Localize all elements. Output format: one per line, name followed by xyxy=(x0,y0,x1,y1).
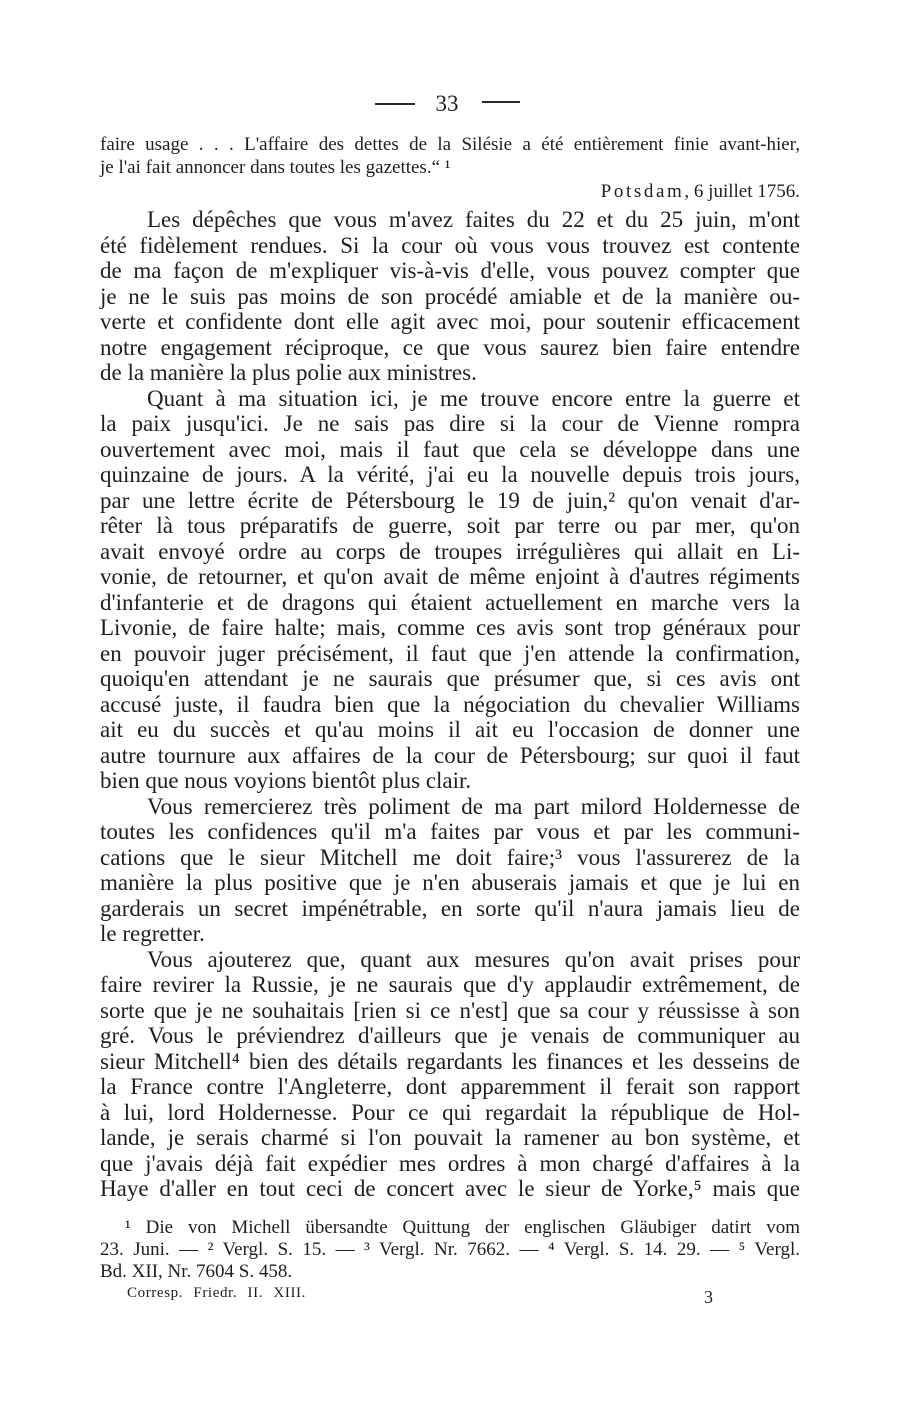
text-line: sieur Mitchell⁴ bien des détails regardants les finances et les desseins de xyxy=(100,1048,800,1074)
text-line: bien que nous voyions bientôt plus clair. xyxy=(100,768,472,793)
text-line: Les dépêches que vous m'avez faites du 22 et du 25 juin, m'ont xyxy=(147,207,800,232)
text-line: le regretter. xyxy=(100,921,205,946)
dateline-date: , 6 juillet 1756. xyxy=(684,181,800,202)
text-line: cations que le sieur Mitchell me doit faire;³ vous l'assurerez de la xyxy=(100,844,800,870)
text-line: sorte que je ne souhaitais [rien si ce n'est] que sa cour y réussisse à son xyxy=(100,997,800,1023)
text-line: quinzaine de jours. A la vérité, j'ai eu la nouvelle depuis trois jours, xyxy=(100,462,800,487)
text-line: toutes les confidences qu'il m'a faites par vous et par les communi- xyxy=(100,819,800,844)
text-line: je l'ai fait annoncer dans toutes les gazettes.“ ¹ xyxy=(100,157,451,178)
footnotes xyxy=(100,1217,800,1283)
text-line: par une lettre écrite de Pétersbourg le 19 de juin,² qu'on venait d'ar- xyxy=(100,487,800,513)
text-line: Haye d'aller en tout ceci de concert avec le sieur de Yorke,⁵ mais que xyxy=(100,1176,800,1201)
text-line: Vous remercierez très poliment de ma part milord Holdernesse de xyxy=(147,793,800,819)
text-line: en pouvoir juger précisément, il faut que j'en attende la confirmation, xyxy=(100,640,800,666)
footnote-line: 23. Juni. — ² Vergl. S. 15. — ³ Vergl. Nr. 7662. — ⁴ Vergl. S. 14. 29. — ⁵ Vergl. xyxy=(100,1239,800,1260)
page-number-rule-left xyxy=(375,103,415,105)
text-line: autre tournure aux affaires de la cour de Pétersbourg; sur quoi il faut xyxy=(100,742,800,768)
text-line: gré. Vous le préviendrez d'ailleurs que je venais de communiquer au xyxy=(100,1023,800,1048)
text-line: lande, je serais charmé si l'on pouvait la ramener au bon système, et xyxy=(100,1125,800,1150)
text-line: manière la plus positive que je n'en abuserais jamais et que je lui en xyxy=(100,870,800,895)
text-line: à lui, lord Holdernesse. Pour ce qui regardait la république de Hol- xyxy=(100,1099,800,1125)
paragraph xyxy=(100,386,800,794)
text-line: la paix jusqu'ici. Je ne sais pas dire si la cour de Vienne rompra xyxy=(100,411,800,436)
paragraph xyxy=(100,794,800,947)
letter-body xyxy=(100,207,800,1202)
text-line: faire revirer la Russie, je ne saurais que d'y applaudir extrêmement, de xyxy=(100,972,800,997)
text-line: rêter là tous préparatifs de guerre, soit par terre ou par mer, qu'on xyxy=(100,513,800,538)
text-line: faire usage . . . L'affaire des dettes de la Silésie a été entièrement finie avant-hier, xyxy=(100,134,800,155)
text-line: avait envoyé ordre au corps de troupes irrégulières qui allait en Li- xyxy=(100,538,800,564)
paragraph xyxy=(100,947,800,1202)
text-line: Livonie, de faire halte; mais, comme ces avis sont trop généraux pour xyxy=(100,615,800,640)
dateline-place: Potsdam xyxy=(600,181,685,202)
text-line: Quant à ma situation ici, je me trouve encore entre la guerre et xyxy=(147,385,800,411)
printer-signature: Corresp. Friedr. II. XIII. xyxy=(127,1285,306,1301)
page-number-rule-right xyxy=(482,101,520,103)
text-line: Vous ajouterez que, quant aux mesures qu'on avait prises pour xyxy=(147,946,800,972)
continuation-text xyxy=(100,133,800,179)
page-number: 33 xyxy=(435,91,459,116)
text-line: quoiqu'en attendant je ne saurais que présumer que, si ces avis ont xyxy=(100,666,800,691)
footnote-line: ¹ Die von Michell übersandte Quittung der englischen Gläubiger datirt vom xyxy=(125,1217,800,1238)
footnote-line: Bd. XII, Nr. 7604 S. 458. xyxy=(100,1261,293,1282)
text-line: accusé juste, il faudra bien que la négociation du chevalier Williams xyxy=(100,691,800,717)
text-line: ait eu du succès et qu'au moins il ait eu l'occasion de donner une xyxy=(100,717,800,742)
dateline xyxy=(601,180,800,204)
text-line: été fidèlement rendues. Si la cour où vous vous trouvez est contente xyxy=(100,232,800,258)
text-line: verte et confidente dont elle agit avec moi, pour soutenir efficacement xyxy=(100,309,800,334)
text-line: ouvertement avec moi, mais il faut que cela se développe dans une xyxy=(100,436,800,462)
text-line: vonie, de retourner, et qu'on avait de même enjoint à d'autres régiments xyxy=(100,564,800,589)
text-line: d'infanterie et de dragons qui étaient actuellement en marche vers la xyxy=(100,589,800,615)
text-line: garderais un secret impénétrable, en sorte qu'il n'aura jamais lieu de xyxy=(100,895,800,921)
text-line: notre engagement réciproque, ce que vous saurez bien faire entendre xyxy=(100,334,800,360)
text-line: que j'avais déjà fait expédier mes ordres à mon chargé d'affaires à la xyxy=(100,1150,800,1176)
paragraph xyxy=(100,207,800,386)
text-line: de ma façon de m'expliquer vis-à-vis d'elle, vous pouvez compter que xyxy=(100,258,800,283)
sheet-number: 3 xyxy=(704,1287,713,1307)
text-line: je ne le suis pas moins de son procédé amiable et de la manière ou- xyxy=(100,283,800,309)
text-line: la France contre l'Angleterre, dont apparemment il ferait son rapport xyxy=(100,1074,800,1099)
text-line: de la manière la plus polie aux ministres. xyxy=(100,360,477,385)
